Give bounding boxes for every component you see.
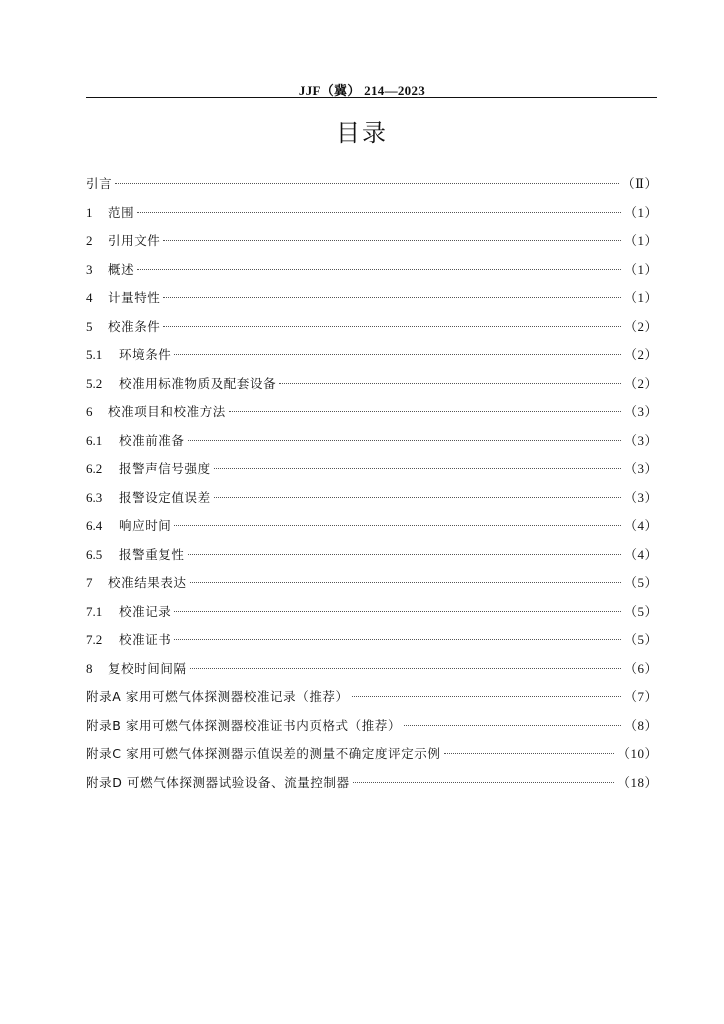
dot-leader (137, 212, 621, 213)
toc-entry-page: （7） (623, 689, 658, 704)
dot-leader (214, 497, 621, 498)
toc-entry[interactable] (86, 427, 658, 456)
toc-entry-page: （2） (623, 318, 658, 334)
toc-entry[interactable] (86, 227, 658, 256)
toc-entry-number: 6.4 (86, 518, 103, 533)
toc-entry-number: 4 (86, 290, 93, 305)
toc-entry-label: 校准条件 (108, 318, 161, 334)
toc-entry[interactable] (86, 455, 658, 484)
toc-entry-number: 7.1 (86, 603, 103, 619)
toc-entry[interactable] (86, 170, 658, 199)
toc-entry-number: 8 (86, 660, 93, 676)
toc-entry-number: 2 (86, 233, 93, 248)
dot-leader (115, 183, 618, 184)
toc-entry-number: 6.5 (86, 546, 103, 562)
dot-leader (174, 354, 621, 355)
toc-entry[interactable] (86, 341, 658, 370)
dot-leader (163, 240, 621, 241)
toc-entry[interactable] (86, 398, 658, 427)
toc-entry-page: （8） (623, 717, 658, 733)
toc-entry-page: （Ⅱ） (621, 176, 658, 191)
toc-entry-page: （1） (623, 204, 658, 220)
toc-entry[interactable] (86, 370, 658, 399)
toc-entry[interactable] (86, 683, 658, 712)
toc-entry-label: 范围 (108, 204, 135, 220)
toc-entry[interactable] (86, 541, 658, 570)
table-of-contents (86, 170, 658, 797)
toc-entry-number: 6.1 (86, 432, 103, 448)
toc-entry-number: 5.2 (86, 375, 103, 391)
dot-leader (352, 696, 621, 697)
toc-entry-label: 报警重复性 (119, 546, 185, 562)
toc-entry-number: 7.2 (86, 632, 103, 647)
toc-entry[interactable] (86, 256, 658, 285)
toc-entry-label: 校准前准备 (119, 432, 185, 448)
toc-entry-page: （18） (616, 774, 658, 790)
toc-entry-label: 校准结果表达 (108, 575, 187, 590)
toc-entry-label: 响应时间 (119, 518, 172, 533)
toc-entry-label: 概述 (108, 261, 135, 277)
document-code-header: JJF（冀） 214—2023 (298, 83, 426, 98)
toc-entry-number: 6.2 (86, 461, 103, 476)
toc-entry[interactable] (86, 598, 658, 627)
toc-entry-label: 引言 (86, 176, 113, 191)
dot-leader (163, 297, 621, 298)
toc-entry-label: 引用文件 (108, 233, 161, 248)
toc-entry-label: 环境条件 (119, 347, 172, 362)
toc-entry-number: 6.3 (86, 489, 103, 505)
toc-entry-number: 1 (86, 204, 93, 220)
toc-entry[interactable] (86, 655, 658, 684)
toc-entry[interactable] (86, 484, 658, 513)
toc-entry-page: （6） (623, 660, 658, 676)
dot-leader (353, 782, 614, 783)
dot-leader (174, 611, 621, 612)
toc-entry[interactable] (86, 740, 658, 769)
toc-entry-page: （4） (623, 518, 658, 533)
toc-entry-label: 报警设定值误差 (119, 489, 211, 505)
toc-entry[interactable] (86, 626, 658, 655)
dot-leader (188, 554, 621, 555)
toc-entry[interactable] (86, 199, 658, 228)
dot-leader (404, 725, 621, 726)
toc-entry-page: （5） (623, 575, 658, 590)
dot-leader (190, 582, 621, 583)
toc-entry-number: 5 (86, 318, 93, 334)
dot-leader (190, 668, 621, 669)
page-title: 目录 (336, 119, 388, 147)
toc-entry-page: （5） (623, 632, 658, 647)
toc-entry-label: 校准记录 (119, 603, 172, 619)
toc-entry-label: 校准项目和校准方法 (108, 404, 226, 419)
toc-entry-page: （5） (623, 603, 658, 619)
toc-entry-page: （2） (623, 347, 658, 362)
toc-entry-page: （3） (623, 404, 658, 419)
toc-entry-page: （1） (623, 233, 658, 248)
toc-entry-label: 校准用标准物质及配套设备 (119, 375, 277, 391)
toc-entry-page: （3） (623, 489, 658, 505)
toc-entry-page: （2） (623, 375, 658, 391)
dot-leader (214, 468, 621, 469)
toc-entry-label: 附录B 家用可燃气体探测器校准证书内页格式（推荐） (86, 717, 402, 733)
toc-entry[interactable] (86, 284, 658, 313)
toc-entry[interactable] (86, 769, 658, 798)
toc-entry-number: 6 (86, 404, 93, 419)
toc-entry[interactable] (86, 712, 658, 741)
toc-entry-label: 附录A 家用可燃气体探测器校准记录（推荐） (86, 689, 349, 704)
toc-entry-label: 计量特性 (108, 290, 161, 305)
dot-leader (229, 411, 621, 412)
toc-entry-label: 附录D 可燃气体探测器试验设备、流量控制器 (86, 774, 350, 790)
dot-leader (163, 326, 621, 327)
toc-entry-label: 附录C 家用可燃气体探测器示值误差的测量不确定度评定示例 (86, 746, 441, 761)
dot-leader (279, 383, 621, 384)
toc-entry-page: （1） (623, 261, 658, 277)
dot-leader (137, 269, 621, 270)
toc-entry-page: （4） (623, 546, 658, 562)
toc-entry[interactable] (86, 512, 658, 541)
toc-entry-number: 3 (86, 261, 93, 277)
dot-leader (444, 753, 614, 754)
toc-entry-number: 5.1 (86, 347, 103, 362)
toc-entry-number: 7 (86, 575, 93, 590)
toc-entry-page: （3） (623, 432, 658, 448)
dot-leader (174, 639, 621, 640)
header-divider (86, 97, 657, 98)
toc-entry[interactable] (86, 569, 658, 598)
dot-leader (188, 440, 621, 441)
toc-entry-label: 复校时间间隔 (108, 660, 187, 676)
toc-entry-page: （10） (616, 746, 658, 761)
dot-leader (174, 525, 621, 526)
toc-entry-page: （3） (623, 461, 658, 476)
toc-entry-label: 报警声信号强度 (119, 461, 211, 476)
toc-entry-page: （1） (623, 290, 658, 305)
toc-entry[interactable] (86, 313, 658, 342)
toc-entry-label: 校准证书 (119, 632, 172, 647)
